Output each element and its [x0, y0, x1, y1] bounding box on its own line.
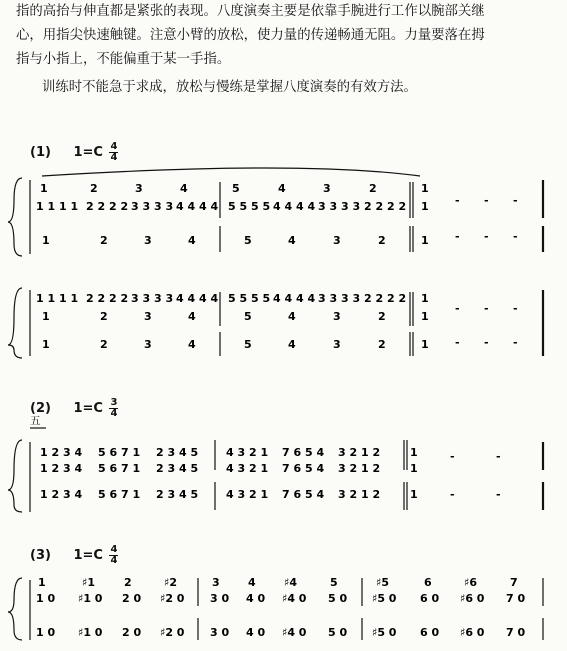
svg-text:1 0: 1 0 [36, 626, 56, 639]
svg-text:4: 4 [278, 182, 286, 195]
svg-text:6 0: 6 0 [420, 626, 440, 639]
svg-text:♯4 0: ♯4 0 [282, 592, 307, 605]
key-signature: 1=C [73, 548, 103, 563]
svg-text:3: 3 [333, 310, 341, 323]
svg-text:4: 4 [188, 338, 196, 351]
svg-text:♯6: ♯6 [464, 576, 477, 589]
svg-text:4: 4 [188, 310, 196, 323]
svg-text:-: - [484, 230, 489, 243]
svg-text:3: 3 [333, 234, 341, 247]
svg-text:4 4 4 4: 4 4 4 4 [176, 200, 219, 213]
svg-text:2 3 4 5: 2 3 4 5 [156, 462, 199, 475]
svg-text:2: 2 [90, 182, 98, 195]
svg-text:4 4 4 4: 4 4 4 4 [176, 292, 219, 305]
svg-text:3: 3 [323, 182, 331, 195]
svg-text:3: 3 [333, 338, 341, 351]
svg-text:♯4 0: ♯4 0 [282, 626, 307, 639]
svg-text:-: - [484, 336, 489, 349]
exercise-3-staff [36, 576, 525, 639]
svg-text:-: - [513, 230, 518, 243]
svg-text:2 2 2 2: 2 2 2 2 [364, 200, 407, 213]
svg-text:4: 4 [188, 234, 196, 247]
svg-text:4: 4 [180, 182, 188, 195]
svg-text:5 6 7 1: 5 6 7 1 [98, 488, 141, 501]
svg-text:5: 5 [244, 234, 252, 247]
svg-text:2: 2 [378, 338, 386, 351]
svg-text:-: - [450, 450, 455, 463]
svg-text:4: 4 [288, 234, 296, 247]
svg-text:7 6 5 4: 7 6 5 4 [282, 446, 325, 459]
paragraph-line-1: 指的高抬与伸直都是紧张的表现。八度演奏主要是依靠手腕进行工作以腕部关继 [16, 4, 485, 19]
svg-text:3 3 3 3: 3 3 3 3 [318, 292, 361, 305]
svg-text:4 3 2 1: 4 3 2 1 [226, 488, 269, 501]
paragraph-line-2: 心，用指尖快速触键。注意小臂的放松，使力量的传递畅通无阻。力量要落在拇 [16, 28, 485, 43]
svg-text:1: 1 [421, 310, 429, 323]
svg-text:4 4 4 4: 4 4 4 4 [273, 200, 316, 213]
svg-text:1: 1 [421, 200, 429, 213]
exercise-1b-upper-staff [36, 292, 518, 323]
finger-marking: 五 [30, 415, 41, 427]
exercise-number: (1) [30, 145, 51, 160]
svg-text:1 0: 1 0 [36, 592, 56, 605]
svg-text:1: 1 [42, 234, 50, 247]
svg-text:2 3 4 5: 2 3 4 5 [156, 488, 199, 501]
svg-text:2 2 2 2: 2 2 2 2 [86, 200, 129, 213]
svg-text:♯5 0: ♯5 0 [372, 626, 397, 639]
svg-text:1: 1 [38, 576, 46, 589]
svg-text:-: - [450, 488, 455, 501]
svg-text:4: 4 [288, 338, 296, 351]
svg-text:5 6 7 1: 5 6 7 1 [98, 462, 141, 475]
svg-text:-: - [496, 488, 501, 501]
svg-text:3 0: 3 0 [210, 626, 230, 639]
svg-text:2 2 2 2: 2 2 2 2 [364, 292, 407, 305]
svg-text:-: - [513, 302, 518, 315]
svg-text:♯1: ♯1 [82, 576, 95, 589]
svg-text:2: 2 [378, 234, 386, 247]
svg-text:1: 1 [410, 488, 418, 501]
svg-text:3 3 3 3: 3 3 3 3 [131, 200, 174, 213]
svg-text:♯2 0: ♯2 0 [160, 626, 185, 639]
svg-text:1: 1 [42, 310, 50, 323]
svg-text:2: 2 [369, 182, 377, 195]
svg-text:1: 1 [40, 182, 48, 195]
svg-text:1 1 1 1: 1 1 1 1 [36, 200, 79, 213]
svg-text:4 3 2 1: 4 3 2 1 [226, 462, 269, 475]
svg-text:2: 2 [378, 310, 386, 323]
svg-text:3: 3 [144, 338, 152, 351]
svg-text:-: - [455, 336, 460, 349]
svg-text:♯6 0: ♯6 0 [460, 592, 485, 605]
svg-text:3: 3 [144, 234, 152, 247]
svg-text:4 4 4 4: 4 4 4 4 [273, 292, 316, 305]
exercise-2-staff [30, 415, 501, 501]
svg-text:3: 3 [212, 576, 220, 589]
svg-text:4: 4 [248, 576, 256, 589]
svg-text:5 5 5 5: 5 5 5 5 [228, 292, 271, 305]
svg-text:5 6 7 1: 5 6 7 1 [98, 446, 141, 459]
svg-text:1 2 3 4: 1 2 3 4 [40, 462, 83, 475]
svg-text:4 3 2 1: 4 3 2 1 [226, 446, 269, 459]
svg-text:2 2 2 2: 2 2 2 2 [86, 292, 129, 305]
svg-text:-: - [484, 302, 489, 315]
svg-text:5 0: 5 0 [328, 592, 348, 605]
svg-text:5: 5 [330, 576, 338, 589]
time-signature: $\frac{4}{4}$ [110, 544, 118, 566]
svg-text:♯2 0: ♯2 0 [160, 592, 185, 605]
exercise-1b-lower-staff [42, 336, 518, 351]
svg-text:-: - [455, 230, 460, 243]
svg-text:-: - [496, 450, 501, 463]
svg-text:♯1 0: ♯1 0 [78, 626, 103, 639]
svg-text:♯2: ♯2 [164, 576, 177, 589]
svg-text:5: 5 [244, 310, 252, 323]
svg-text:-: - [484, 194, 489, 207]
svg-text:4: 4 [288, 310, 296, 323]
svg-text:-: - [513, 194, 518, 207]
svg-text:♯5: ♯5 [376, 576, 389, 589]
svg-text:1 2 3 4: 1 2 3 4 [40, 446, 83, 459]
svg-text:1: 1 [410, 462, 418, 475]
svg-text:7: 7 [510, 576, 518, 589]
svg-text:-: - [455, 194, 460, 207]
svg-text:♯6 0: ♯6 0 [460, 626, 485, 639]
svg-text:1: 1 [421, 182, 429, 195]
time-signature: $\frac{3}{4}$ [110, 397, 118, 419]
svg-text:♯5 0: ♯5 0 [372, 592, 397, 605]
svg-text:5 0: 5 0 [328, 626, 348, 639]
exercise-1-lower-staff [42, 230, 518, 247]
svg-text:3 3 3 3: 3 3 3 3 [318, 200, 361, 213]
svg-text:3: 3 [144, 310, 152, 323]
exercise-number: (3) [30, 548, 51, 563]
svg-text:3 0: 3 0 [210, 592, 230, 605]
svg-text:-: - [455, 302, 460, 315]
svg-text:1 1 1 1: 1 1 1 1 [36, 292, 79, 305]
svg-text:1: 1 [421, 292, 429, 305]
svg-text:3 2 1 2: 3 2 1 2 [338, 488, 381, 501]
svg-text:1: 1 [421, 234, 429, 247]
svg-text:3 2 1 2: 3 2 1 2 [338, 462, 381, 475]
svg-text:6 0: 6 0 [420, 592, 440, 605]
system-brace [8, 178, 22, 256]
svg-text:1: 1 [42, 338, 50, 351]
paragraph-line-4: 训练时不能急于求成，放松与慢练是掌握八度演奏的有效方法。 [42, 80, 417, 95]
svg-text:5 5 5 5: 5 5 5 5 [228, 200, 271, 213]
svg-text:2: 2 [100, 310, 108, 323]
svg-text:1: 1 [421, 338, 429, 351]
time-signature: $\frac{4}{4}$ [110, 141, 118, 163]
svg-text:2: 2 [100, 234, 108, 247]
exercise-1-upper-staff [36, 182, 518, 213]
svg-text:5: 5 [232, 182, 240, 195]
key-signature: 1=C [73, 401, 103, 416]
svg-text:6: 6 [424, 576, 432, 589]
key-signature: 1=C [73, 145, 103, 160]
svg-text:1: 1 [410, 446, 418, 459]
svg-text:-: - [513, 336, 518, 349]
paragraph-line-3: 指与小指上，不能偏重于某一手指。 [16, 52, 231, 67]
svg-text:2 3 4 5: 2 3 4 5 [156, 446, 199, 459]
svg-text:7 6 5 4: 7 6 5 4 [282, 488, 325, 501]
svg-text:7 0: 7 0 [506, 626, 526, 639]
svg-text:2 0: 2 0 [122, 626, 142, 639]
svg-text:♯1 0: ♯1 0 [78, 592, 103, 605]
exercise-number: (2) [30, 401, 51, 416]
svg-text:2: 2 [124, 576, 132, 589]
svg-text:3 3 3 3: 3 3 3 3 [131, 292, 174, 305]
svg-text:3 2 1 2: 3 2 1 2 [338, 446, 381, 459]
svg-text:2 0: 2 0 [122, 592, 142, 605]
svg-text:5: 5 [244, 338, 252, 351]
svg-text:3: 3 [135, 182, 143, 195]
svg-text:4 0: 4 0 [246, 592, 266, 605]
svg-text:1 2 3 4: 1 2 3 4 [40, 488, 83, 501]
svg-text:7 0: 7 0 [506, 592, 526, 605]
svg-text:7 6 5 4: 7 6 5 4 [282, 462, 325, 475]
svg-text:♯4: ♯4 [284, 576, 297, 589]
svg-text:2: 2 [100, 338, 108, 351]
svg-text:4 0: 4 0 [246, 626, 266, 639]
